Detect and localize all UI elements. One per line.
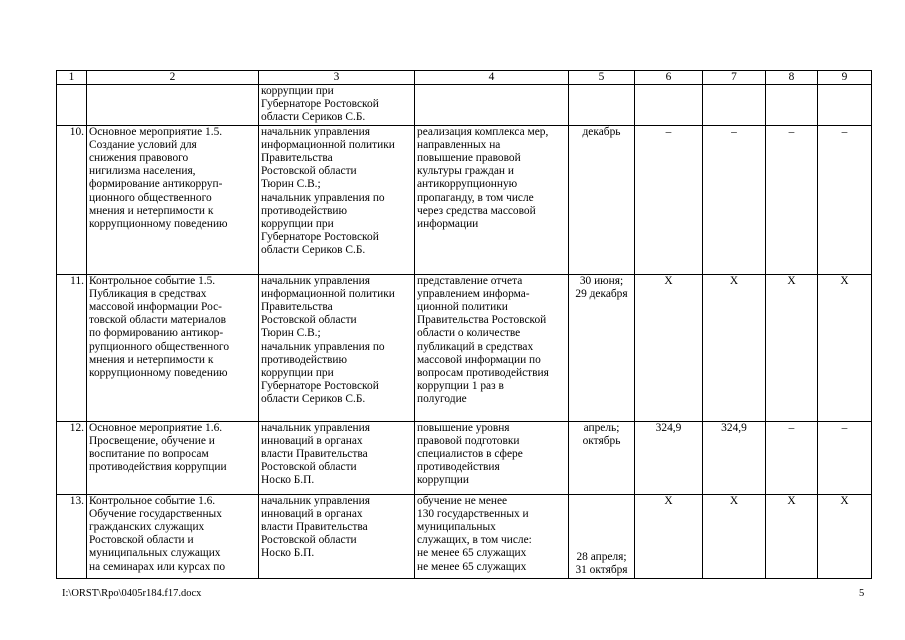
column-header: 4 [415,71,569,85]
term-cell [569,85,635,126]
value-cell-8: Х [766,274,818,421]
page-number: 5 [859,588,865,599]
row-number [57,85,87,126]
result-cell [415,85,569,126]
result-cell: реализация комплекса мер, направленных на повышение правовой культуры граждан и антикоррупционную пропаганду, в том числе через средства массовой информации [415,125,569,274]
value-cell-8 [766,85,818,126]
result-cell: представление отчета управлением информа- ционной политики Правительства Ростовской области о количестве публикаций в средствах массовой информации по вопросам противодействия коррупции 1 раз в полугодие [415,274,569,421]
column-header: 1 [57,71,87,85]
term-cell: апрель; октябрь [569,421,635,494]
value-cell-7: – [703,125,766,274]
table-row [57,274,872,421]
value-cell-9 [818,85,872,126]
value-cell-6 [635,85,703,126]
column-header: 7 [703,71,766,85]
row-number: 10. [57,125,87,274]
value-cell-7: Х [703,274,766,421]
row-number: 11. [57,274,87,421]
event-cell: Основное мероприятие 1.5. Создание условий для снижения правового нигилизма населения, формирование антикорруп- ционного общественного мнения и нетерпимости к коррупционному поведению [87,125,259,274]
value-cell-7: Х [703,494,766,578]
value-cell-8: – [766,421,818,494]
term-cell: 28 апреля; 31 октября [569,494,635,578]
column-header: 5 [569,71,635,85]
event-cell [87,85,259,126]
measures-table [56,70,872,579]
value-cell-6: Х [635,494,703,578]
responsible-cell: начальник управления информационной политики Правительства Ростовской области Тюрин С.В.; начальник управления по противодействию коррупции при Губернаторе Ростовской области Сериков С.Б. [259,125,415,274]
event-cell: Контрольное событие 1.5. Публикация в средствах массовой информации Рос- товской области материалов по формированию антикор- рупционного общественного мнения и нетерпимости к коррупционному поведению [87,274,259,421]
row-number: 13. [57,494,87,578]
column-header: 9 [818,71,872,85]
column-header: 6 [635,71,703,85]
value-cell-6: 324,9 [635,421,703,494]
value-cell-9: – [818,421,872,494]
table-row [57,85,872,126]
table-row [57,421,872,494]
table-row [57,125,872,274]
column-header: 3 [259,71,415,85]
column-number-header-row [57,71,872,85]
value-cell-6: – [635,125,703,274]
table-row [57,494,872,578]
event-cell: Контрольное событие 1.6. Обучение государственных гражданских служащих Ростовской области и муниципальных служащих на семинарах или курсах по [87,494,259,578]
responsible-cell: начальник управления информационной политики Правительства Ростовской области Тюрин С.В.; начальник управления по противодействию коррупции при Губернаторе Ростовской области Сериков С.Б. [259,274,415,421]
responsible-cell: начальник управления инноваций в органах власти Правительства Ростовской области Носко Б.П. [259,421,415,494]
term-cell: декабрь [569,125,635,274]
result-cell: повышение уровня правовой подготовки специалистов в сфере противодействия коррупции [415,421,569,494]
value-cell-8: – [766,125,818,274]
value-cell-7 [703,85,766,126]
result-cell: обучение не менее 130 государственных и муниципальных служащих, в том числе: не менее 65 служащих не менее 65 служащих [415,494,569,578]
value-cell-9: – [818,125,872,274]
responsible-cell: коррупции при Губернаторе Ростовской области Сериков С.Б. [259,85,415,126]
term-cell: 30 июня; 29 декабря [569,274,635,421]
row-number: 12. [57,421,87,494]
column-header: 8 [766,71,818,85]
file-path-footer: I:\ORST\Rpo\0405r184.f17.docx [62,588,202,599]
value-cell-9: Х [818,274,872,421]
value-cell-9: Х [818,494,872,578]
responsible-cell: начальник управления инноваций в органах власти Правительства Ростовской области Носко Б.П. [259,494,415,578]
value-cell-8: Х [766,494,818,578]
event-cell: Основное мероприятие 1.6. Просвещение, обучение и воспитание по вопросам противодействия коррупции [87,421,259,494]
value-cell-7: 324,9 [703,421,766,494]
value-cell-6: Х [635,274,703,421]
column-header: 2 [87,71,259,85]
